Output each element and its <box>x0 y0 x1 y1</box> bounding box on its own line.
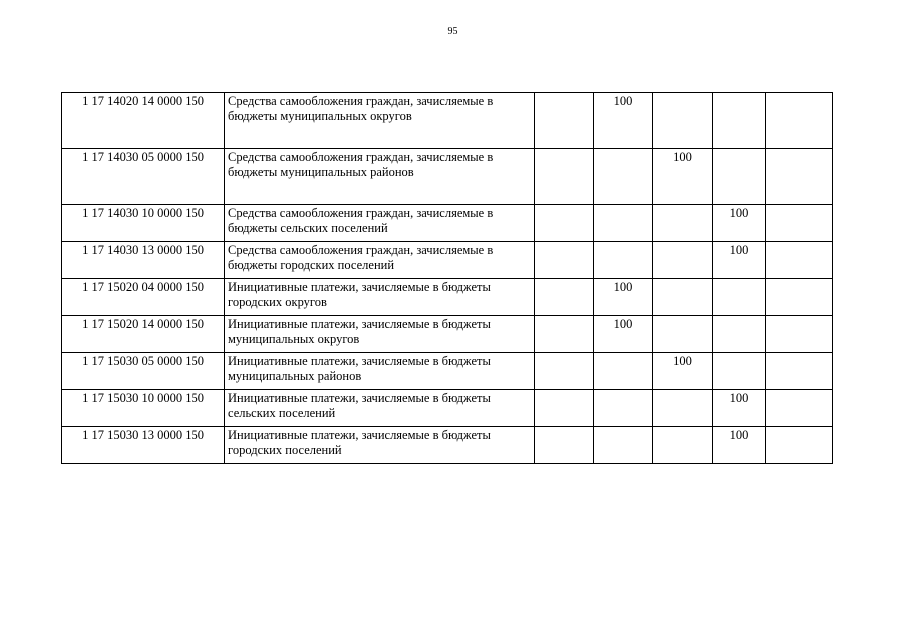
value-cell <box>653 93 713 149</box>
value-cell <box>535 279 594 316</box>
revenue-code-cell: 1 17 15020 14 0000 150 <box>62 316 225 353</box>
value-cell <box>535 390 594 427</box>
description-cell: Инициативные платежи, зачисляемые в бюджеты муниципальных районов <box>225 353 535 390</box>
table-row <box>62 390 833 427</box>
value-cell <box>535 242 594 279</box>
value-cell <box>766 427 833 464</box>
revenue-code-cell: 1 17 14030 05 0000 150 <box>62 149 225 205</box>
value-cell: 100 <box>653 149 713 205</box>
description-cell: Инициативные платежи, зачисляемые в бюджеты городских поселений <box>225 427 535 464</box>
revenue-code-cell: 1 17 15020 04 0000 150 <box>62 279 225 316</box>
value-cell <box>594 353 653 390</box>
value-cell <box>594 390 653 427</box>
value-cell <box>713 149 766 205</box>
revenue-code-cell: 1 17 15030 10 0000 150 <box>62 390 225 427</box>
table-row <box>62 279 833 316</box>
table-row <box>62 242 833 279</box>
value-cell <box>594 149 653 205</box>
value-cell <box>713 316 766 353</box>
value-cell: 100 <box>653 353 713 390</box>
value-cell <box>653 279 713 316</box>
value-cell: 100 <box>594 279 653 316</box>
value-cell <box>653 316 713 353</box>
page-number: 95 <box>447 26 458 37</box>
value-cell <box>653 242 713 279</box>
value-cell <box>594 427 653 464</box>
description-cell: Инициативные платежи, зачисляемые в бюджеты муниципальных округов <box>225 316 535 353</box>
value-cell <box>535 427 594 464</box>
value-cell: 100 <box>713 242 766 279</box>
value-cell <box>653 390 713 427</box>
table-row <box>62 93 833 149</box>
value-cell <box>653 427 713 464</box>
value-cell: 100 <box>713 390 766 427</box>
description-cell: Средства самообложения граждан, зачисляемые в бюджеты муниципальных округов <box>225 93 535 149</box>
value-cell <box>713 353 766 390</box>
table-row <box>62 353 833 390</box>
value-cell <box>766 353 833 390</box>
revenue-code-cell: 1 17 15030 05 0000 150 <box>62 353 225 390</box>
value-cell: 100 <box>713 427 766 464</box>
description-cell: Средства самообложения граждан, зачисляемые в бюджеты городских поселений <box>225 242 535 279</box>
value-cell <box>594 205 653 242</box>
value-cell <box>766 93 833 149</box>
value-cell <box>535 205 594 242</box>
description-cell: Инициативные платежи, зачисляемые в бюджеты сельских поселений <box>225 390 535 427</box>
value-cell <box>535 149 594 205</box>
revenue-code-cell: 1 17 15030 13 0000 150 <box>62 427 225 464</box>
value-cell <box>766 242 833 279</box>
value-cell <box>766 205 833 242</box>
value-cell <box>594 242 653 279</box>
description-cell: Средства самообложения граждан, зачисляемые в бюджеты сельских поселений <box>225 205 535 242</box>
table-body <box>62 93 833 464</box>
value-cell: 100 <box>713 205 766 242</box>
revenue-code-cell: 1 17 14020 14 0000 150 <box>62 93 225 149</box>
budget-revenue-table <box>61 92 833 464</box>
value-cell <box>766 279 833 316</box>
description-cell: Средства самообложения граждан, зачисляемые в бюджеты муниципальных районов <box>225 149 535 205</box>
table-row <box>62 427 833 464</box>
value-cell <box>653 205 713 242</box>
description-cell: Инициативные платежи, зачисляемые в бюджеты городских округов <box>225 279 535 316</box>
value-cell <box>766 316 833 353</box>
table-row <box>62 149 833 205</box>
value-cell: 100 <box>594 316 653 353</box>
value-cell <box>713 279 766 316</box>
table-row <box>62 205 833 242</box>
value-cell <box>766 149 833 205</box>
value-cell: 100 <box>594 93 653 149</box>
revenue-code-cell: 1 17 14030 13 0000 150 <box>62 242 225 279</box>
table-row <box>62 316 833 353</box>
revenue-code-cell: 1 17 14030 10 0000 150 <box>62 205 225 242</box>
value-cell <box>766 390 833 427</box>
value-cell <box>535 353 594 390</box>
value-cell <box>535 93 594 149</box>
value-cell <box>713 93 766 149</box>
value-cell <box>535 316 594 353</box>
